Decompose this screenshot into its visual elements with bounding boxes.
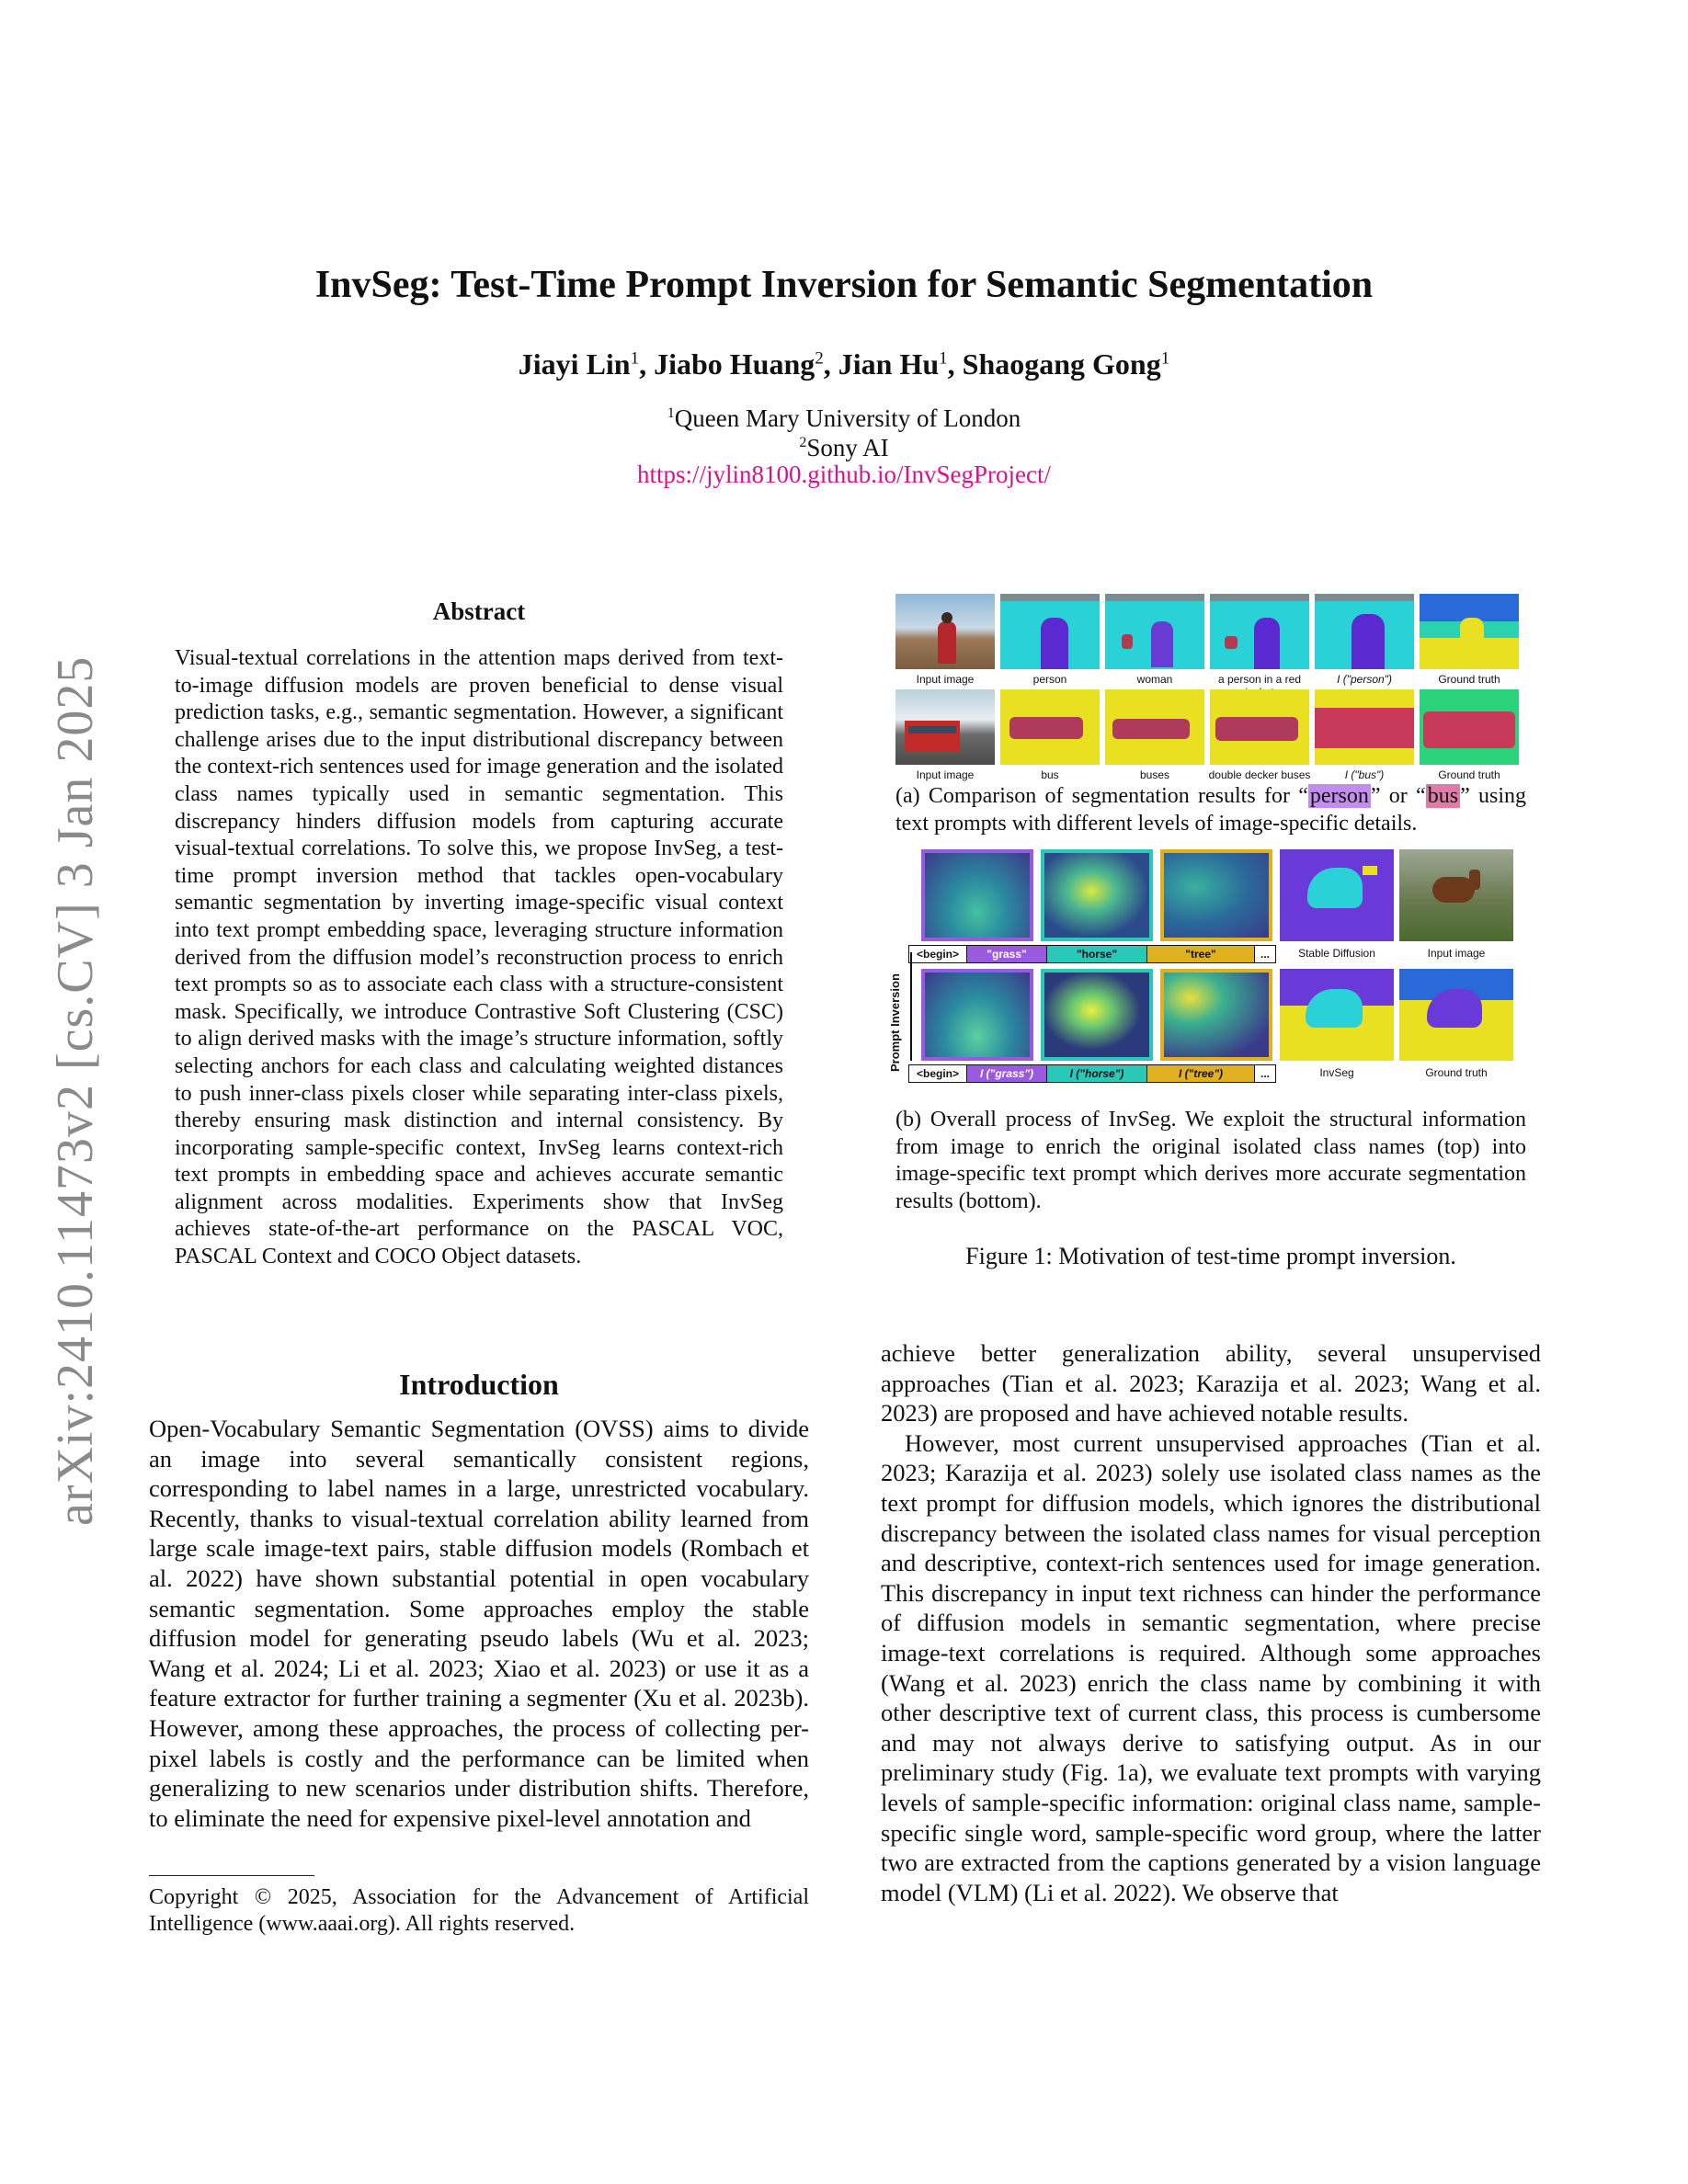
copyright-footnote: Copyright © 2025, Association for the Advancement of Artificial Intelligence (www.aaai.org). All rights reserved. xyxy=(149,1885,809,1936)
token-grass-bottom: I ("grass") xyxy=(966,1064,1047,1083)
token-begin-bottom: <begin> xyxy=(908,1064,967,1083)
r2-label-buses: buses xyxy=(1139,768,1170,781)
figure-caption-main: Figure 1: Motivation of test-time prompt inversion. xyxy=(965,1243,1456,1269)
r1-label-woman: woman xyxy=(1136,673,1173,686)
gt-person xyxy=(1420,594,1519,669)
author-name: Shaogang Gong xyxy=(962,347,1161,381)
seg-bus xyxy=(1000,689,1100,765)
attn-map-tree-bottom xyxy=(1160,969,1272,1061)
author-affiliation-mark: 1 xyxy=(630,348,640,369)
label-ground-truth-b: Ground truth xyxy=(1425,1066,1488,1079)
token-grass-top: "grass" xyxy=(966,945,1047,963)
r1-label-red-jacket: a person in a red xyxy=(1217,673,1302,686)
author-affiliation-mark: 1 xyxy=(939,348,948,369)
attn-map-grass-bottom xyxy=(921,969,1033,1061)
figure-caption-a: (a) Comparison of segmentation results for “person” or “bus” using text prompts with different levels of image-specific details. xyxy=(895,784,1526,836)
abstract-heading: Abstract xyxy=(432,597,526,625)
paper-title: InvSeg: Test-Time Prompt Inversion for Semantic Segmentation xyxy=(314,264,1374,306)
author-name: Jiabo Huang xyxy=(654,347,815,381)
token-tree-bottom: I ("tree") xyxy=(1146,1064,1255,1083)
input-image-bus xyxy=(895,689,995,765)
author-name: Jiayi Lin xyxy=(518,347,631,381)
affiliation-1: $^1$Queen Mary University of London xyxy=(667,404,1021,432)
attn-map-grass-top xyxy=(921,849,1033,941)
token-horse-top: "horse" xyxy=(1046,945,1147,963)
inversion-arrow xyxy=(910,952,912,1061)
invseg-seg xyxy=(1280,969,1394,1061)
footnote-rule xyxy=(149,1875,314,1876)
affiliation-2: $^2$Sony AI xyxy=(799,434,889,461)
highlight-bus: bus xyxy=(1427,784,1459,808)
seg-inverted-person xyxy=(1315,594,1414,669)
project-link[interactable]: https://jylin8100.github.io/InvSegProject/ xyxy=(637,461,1051,488)
r2-label-double-decker: double decker buses xyxy=(1208,768,1311,781)
r1-label-gt: Ground truth xyxy=(1438,673,1500,686)
introduction-left-text: Open-Vocabulary Semantic Segmentation (OVSS) aims to divide an image into several semantically consistent regions, corresponding to label names in a large, unrestricted vocabulary. Recently, thanks to visual-textual correlation ability learned from large scale image-text pairs, stable diffusion models (Rombach et al. 2022) have shown substantial potential in open vocabulary semantic segmentation. Some approaches employ the stable diffusion model for generating pseudo labels (Wu et al. 2023; Wang et al. 2024; Li et al. 2023; Xiao et al. 2023) or use it as a feature extractor for further training a segmenter (Xu et al. 2023b). However, among these approaches, the process of collecting per-pixel labels is costly and the performance can be limited when generalizing to new scenarios under distribution shifts. Therefore, to eliminate the need for expensive pixel-level annotation and xyxy=(149,1415,809,1832)
r1-label-inverted: I ("person") xyxy=(1337,673,1392,686)
attn-map-tree-top xyxy=(1160,849,1272,941)
label-input-image-b: Input image xyxy=(1427,947,1486,960)
arxiv-stamp: arXiv:2410.11473v2 [cs.CV] 3 Jan 2025 xyxy=(47,655,104,1526)
r1-label-person: person xyxy=(1032,673,1067,686)
label-invseg: InvSeg xyxy=(1319,1066,1354,1079)
author-affiliation-mark: 2 xyxy=(815,348,824,369)
abstract-text: Visual-textual correlations in the attention maps derived from text-to-image diffusion models are proven beneficial to dense visual prediction tasks, e.g., semantic segmentation. However, a significant challenge arises due to the input distributional discrepancy between the context-rich sentences used for image generation and the isolated class names typically used in semantic segmentation. This discrepancy hinders diffusion models from capturing accurate visual-textual correlations. To solve this, we propose InvSeg, a test-time prompt inversion method that tackles open-vocabulary semantic segmentation by inverting image-specific visual context into text prompt embedding space, leveraging structure information derived from the diffusion model’s reconstruction process to enrich text prompts so as to associate each class with a structure-consistent mask. Specifically, we introduce Contrastive Soft Clustering (CSC) to align derived masks with the image’s structure information, softly selecting anchors for each class and calculating weighted distances to push inner-class pixels closer while separating inter-class pixels, thereby ensuring mask distinction and internal consistency. By incorporating sample-specific context, InvSeg learns context-rich text prompts in embedding space and achieves accurate semantic alignment across modalities. Experiments show that InvSeg achieves state-of-the-art performance on the PASCAL VOC, PASCAL Context and COCO Object datasets. xyxy=(175,646,783,1269)
r2-label-gt: Ground truth xyxy=(1438,768,1500,781)
right-paragraph-2: However, most current unsupervised approaches (Tian et al. 2023; Karazija et al. 2023) solely use isolated class names as the text prompt for diffusion models, which ignores the distributional discrepancy between the isolated class names for visual perception and descriptive, context-rich sentences used for image generation. This discrepancy in input text richness can hinder the performance of diffusion models in semantic segmentation, where precise image-text correlations is required. Although some approaches (Wang et al. 2023) enrich the class name by combining it with other descriptive text of current class, this process is cumbersome and may not always derive to satisfying output. As in our preliminary study (Fig. 1a), we evaluate text prompts with varying levels of sample-specific information: original class name, sample-specific single word, sample-specific word group, where the latter two are extracted from the captions generated by a vision language model (VLM) (Li et al. 2022). We observe that xyxy=(881,1428,1541,1906)
stable-diffusion-seg xyxy=(1280,849,1394,941)
seg-buses xyxy=(1105,689,1204,765)
r2-label-input: Input image xyxy=(916,768,975,781)
gt-bus xyxy=(1420,689,1519,765)
r1-label-input: Input image xyxy=(916,673,975,686)
introduction-heading: Introduction xyxy=(399,1368,559,1401)
author-name: Jian Hu xyxy=(838,347,940,381)
r2-label-bus: bus xyxy=(1041,768,1059,781)
author-affiliation-mark: 1 xyxy=(1160,348,1170,369)
introduction-right-text xyxy=(881,1338,1541,1907)
figure-caption-b: (b) Overall process of InvSeg. We exploit the structural information from image to enrich the original isolated class names (top) into image-specific text prompt which derives more accurate segmentation results (bottom). xyxy=(895,1108,1526,1213)
r2-label-inverted: I ("bus") xyxy=(1344,768,1385,781)
seg-woman xyxy=(1105,594,1204,669)
token-ellipsis-bottom: ... xyxy=(1254,1064,1276,1083)
figure-1 xyxy=(888,594,1526,1109)
highlight-person: person xyxy=(1309,784,1369,808)
prompt-inversion-label: Prompt Inversion xyxy=(888,973,902,1072)
input-image-horse xyxy=(1399,849,1513,941)
attn-map-horse-bottom xyxy=(1041,969,1153,1061)
seg-inverted-bus xyxy=(1315,689,1414,765)
token-ellipsis-top: ... xyxy=(1254,945,1276,963)
token-horse-bottom: I ("horse") xyxy=(1046,1064,1147,1083)
token-tree-top: "tree" xyxy=(1146,945,1255,963)
gt-horse xyxy=(1399,969,1513,1061)
token-begin-top: <begin> xyxy=(908,945,967,963)
seg-double-decker xyxy=(1210,689,1309,765)
input-image-person xyxy=(895,594,995,669)
right-paragraph-1: achieve better generalization ability, several unsupervised approaches (Tian et al. 2023; Karazija et al. 2023; Wang et al. 2023) are proposed and have achieved notable results. xyxy=(881,1339,1541,1428)
seg-person-red-jacket xyxy=(1210,594,1309,669)
attn-map-horse-top xyxy=(1041,849,1153,941)
author-list: Jiayi Lin$^1$, Jiabo Huang$^2$, Jian Hu$^1$, Shaogang Gong$^1$ xyxy=(518,347,1170,381)
label-stable-diffusion: Stable Diffusion xyxy=(1298,947,1375,960)
seg-person xyxy=(1000,594,1100,669)
